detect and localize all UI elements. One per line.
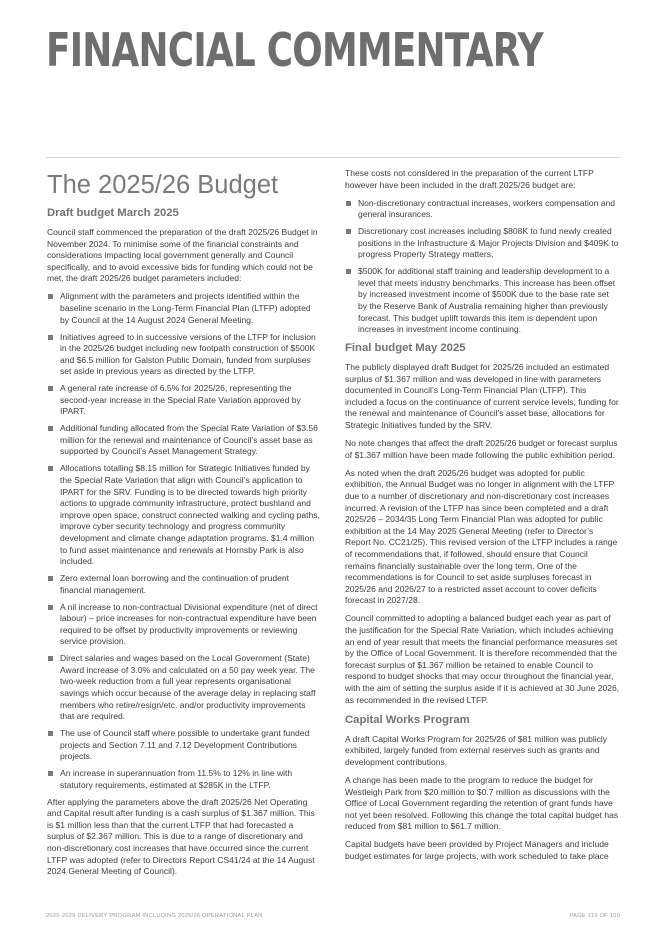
bullet-square-icon xyxy=(48,386,53,391)
subheading-final-budget: Final budget May 2025 xyxy=(345,342,466,355)
list-item-text: A general rate increase of 6.5% for 2025/26, representing the second-year increase in the Special Rate Variation approved by IPART. xyxy=(60,383,301,417)
body-paragraph: As noted when the draft 2025/26 budget was adopted for public exhibition, the Annual Budget was no longer in alignment with the LTFP due to a number of discretionary and non-discretionary cost increases incurred. A revision of the LTFP has since been completed and a draft 2025/26 – 2034/35 Long Term Financial Plan was adopted for public exhibition at the 14 May 2025 General Meeting (refer to Director’s Report No. CC21/25). This revised version of the LTFP includes a range of recommendations that, if followed, should ensure that Council remains financially sustainable over the long term. One of the recommendations is for Council to set aside surpluses forecast in 2025/26 and 2026/27 to a restricted asset account to cover deficits forecast in 2027/28. xyxy=(345,467,618,606)
list-item-text: $500K for additional staff training and leadership development to a level that meets industry benchmarks. This increase has been offset by increased investment income of $500K due to the base rate set by the Reserve Bank of Australia remaining higher than previously forecast. This budget uplift towards this item is dependent upon increases in investment income continuing. xyxy=(358,266,616,335)
list-item-text: Initiatives agreed to in successive versions of the LTFP for inclusion in the 2025/26 budget including new footpath construction of $500K and $6.5 million for Galston Public Domain, funded from surpluses set aside in previous years as directed by the LTFP. xyxy=(60,331,316,377)
list-item xyxy=(345,266,620,336)
footer-page-number: PAGE 119 OF 150 xyxy=(569,913,620,919)
list-item xyxy=(47,383,322,418)
bullet-square-icon xyxy=(48,335,53,340)
header-divider xyxy=(46,157,620,158)
subheading-capital-works: Capital Works Program xyxy=(345,713,470,726)
list-item xyxy=(47,602,322,648)
bullet-square-icon xyxy=(48,466,53,471)
body-paragraph: The publicly displayed draft Budget for 2025/26 included an estimated surplus of $1.367 million and was developed in line with parameters documented in Council’s Long-Term Financial Plan (LTFP). This included a focus on the continuance of current service levels, funding for the renewal and maintenance of Council’s asset base, allocations for Strategic Initiatives funded by the SRV. xyxy=(345,362,619,431)
list-item xyxy=(47,291,322,326)
list-item xyxy=(47,768,322,791)
bullet-square-icon xyxy=(48,576,53,581)
bullet-square-icon xyxy=(48,656,53,661)
list-item-text: Alignment with the parameters and projects identified within the baseline scenario in the Long-Term Financial Plan (LTFP) adopted by Council at the 14 August 2024 General Meeting. xyxy=(60,291,311,325)
closing-paragraph: After applying the parameters above the draft 2025/26 Net Operating and Capital result after funding is a cash surplus of $1.367 million. This is $1 million less than that the current LTFP that had forecasted a surplus of $2.367 million. This is due to a range of discretionary and non-discretionary cost increases that have occurred since the current LTFP was adopted (refer to Directors Report CS41/24 at the 14 August 2024 General Meeting of Council). xyxy=(47,796,315,877)
bullet-square-icon xyxy=(48,294,53,299)
bullet-square-icon xyxy=(346,201,351,206)
list-item xyxy=(345,198,620,221)
list-item xyxy=(47,573,322,596)
list-item-text: An increase in superannuation from 11.5% to 12% in line with statutory requirements, estimated at $285K in the LTFP. xyxy=(60,768,293,790)
list-item xyxy=(345,226,620,261)
list-item xyxy=(47,463,322,567)
body-paragraph: A draft Capital Works Program for 2025/26 of $81 million was publicly exhibited, largely funded from external reserves such as grants and development contributions. xyxy=(345,733,608,767)
bullet-square-icon xyxy=(48,426,53,431)
list-item xyxy=(47,653,322,723)
list-item-text: Allocations totalling $8.15 million for Strategic Initiatives funded by the Special Rate Variation that align with Council’s application to IPART for the SRV. Funding is to be directed towards high priority actions to upgrade community infrastructure, protect bushland and improve open space, construct connected walking and cycling paths, improve cyber security technology and progress community development and climate change adaptation programs. $1.4 million to fund asset maintenance and renewals at Hornsby Park is also included. xyxy=(60,463,320,567)
list-item-text: Non-discretionary contractual increases, workers compensation and general insurances. xyxy=(358,197,616,220)
costs-intro-paragraph: These costs not considered in the preparation of the current LTFP however have been included in the draft 2025/26 budget are: xyxy=(345,168,594,190)
costs-list xyxy=(345,198,620,336)
body-paragraph: A change has been made to the program to reduce the budget for Westleigh Park from $20 million to $0.7 million as discussions with the Office of Local Government regarding the retention of grant funds have not yet been resolved. Following this change the total capital budget has reduced from $81 million to $61.7 million. xyxy=(345,775,619,832)
section-title: The 2025/26 Budget xyxy=(47,171,279,199)
page-title: FINANCIAL COMMENTARY xyxy=(46,23,543,77)
list-item-text: Direct salaries and wages based on the Local Government (State) Award increase of 3.0% and calculated on a 50 pay week year. The two-week reduction from a full year represents organisational savings which occur because of the average delay in replacing staff members who retire/resign/etc. and/or productivity improvements that are required. xyxy=(60,653,316,722)
list-item xyxy=(47,332,322,378)
bullet-square-icon xyxy=(346,269,351,274)
list-item xyxy=(47,728,322,763)
list-item-text: A nil increase to non-contractual Divisional expenditure (net of direct labour) – price increases for non-contractual expenditure have been required to be offset by productivity improvements or reviewing service provision. xyxy=(60,601,318,647)
list-item-text: Zero external loan borrowing and the continuation of prudent financial management. xyxy=(60,573,290,595)
intro-paragraph: Council staff commenced the preparation of the draft 2025/26 Budget in November 2024. To minimise some of the financial constraints and considerations impacting local government generally and Council specifically, and to avoid excessive bids for funding which could not be met, the draft 2025/26 budget parameters included: xyxy=(47,227,318,284)
body-paragraph: Capital budgets have been provided by Project Managers and include budget estimates for large projects, with work scheduled to take place xyxy=(345,839,609,862)
subheading-draft-budget: Draft budget March 2025 xyxy=(47,207,179,219)
list-item xyxy=(47,423,322,458)
list-item-text: Discretionary cost increases including $808K to fund newly created positions in the Infrastructure & Major Projects Division and $409K to progress Property Strategy matters, xyxy=(358,226,619,260)
bullet-square-icon xyxy=(48,605,53,610)
body-paragraph: No note changes that affect the draft 2025/26 budget or forecast surplus of $1.367 million have been made following the public exhibition period. xyxy=(345,438,618,460)
bullet-square-icon xyxy=(48,771,53,776)
list-item-text: Additional funding allocated from the Special Rate Variation of $3.56 million for the renewal and maintenance of Council’s asset base as supported by Council’s Asset Management Strategy. xyxy=(60,423,318,457)
left-column xyxy=(47,168,322,884)
right-column xyxy=(345,168,620,869)
body-paragraph: Council committed to adopting a balanced budget each year as part of the justification for the Special Rate Variation, which includes achieving an end of year result that meets the financial performance measures set by the Office of Local Government. It is therefore recommended that the forecast surplus of $1.367 million be retained to enable Council to respond to budget shocks that may occur throughout the financial year, with the aim of setting the surplus aside if it is achieved at 30 June 2026, as recommended in the revised LTFP. xyxy=(345,613,620,705)
footer-document-title: 2025-2029 DELIVERY PROGRAM INCLUDING 2025/26 OPERATIONAL PLAN xyxy=(46,913,263,919)
bullet-square-icon xyxy=(48,731,53,736)
list-item-text: The use of Council staff where possible to undertake grant funded projects and Section 7.11 and 7.12 Development Contributions projects. xyxy=(60,728,310,762)
parameters-list xyxy=(47,291,322,791)
bullet-square-icon xyxy=(346,229,351,234)
